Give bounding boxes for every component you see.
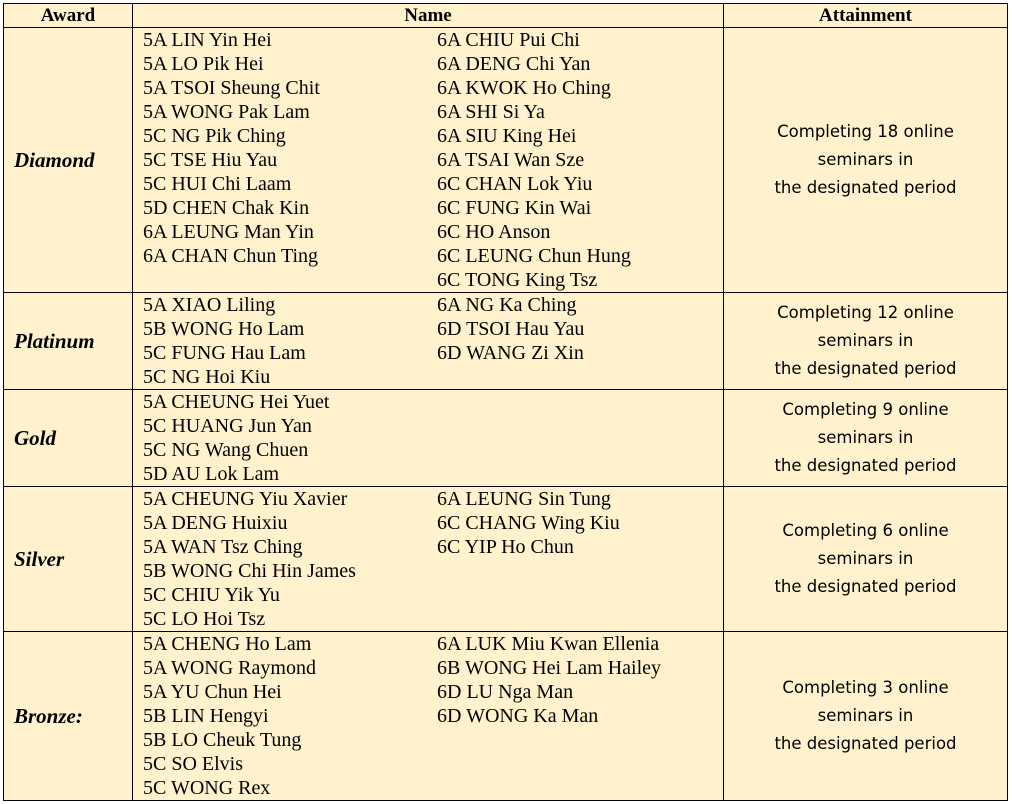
award-row-silver <box>4 487 1008 632</box>
award-row-gold <box>4 390 1008 487</box>
attainment-text <box>724 293 1008 390</box>
award-row-bronze <box>4 632 1008 801</box>
student-name: 5C LO Hoi Tsz <box>143 608 266 630</box>
student-name: 5B WONG Ho Lam <box>143 318 305 340</box>
attainment-line: the designated period <box>774 456 957 475</box>
award-label: Gold <box>4 390 133 487</box>
student-name: 5A CHEUNG Hei Yuet <box>143 391 330 413</box>
award-row-platinum <box>4 293 1008 390</box>
name-column-right <box>437 632 717 800</box>
name-column-right <box>437 390 717 486</box>
student-name: 6C HO Anson <box>437 221 551 243</box>
attainment-line: seminars in <box>817 549 914 568</box>
student-name: 6C FUNG Kin Wai <box>437 197 592 219</box>
attainment-text <box>724 390 1008 487</box>
student-name: 5C NG Pik Ching <box>143 125 286 147</box>
name-column-right <box>437 293 717 389</box>
name-list <box>133 487 724 632</box>
name-list <box>133 390 724 487</box>
student-name: 5A XIAO Liling <box>143 294 276 316</box>
award-label: Platinum <box>4 293 133 390</box>
name-column-right <box>437 487 717 631</box>
attainment-text <box>724 632 1008 801</box>
attainment-line: Completing 6 online <box>782 521 949 540</box>
award-label: Silver <box>4 487 133 632</box>
attainment-line: the designated period <box>774 734 957 753</box>
award-label: Diamond <box>4 28 133 293</box>
award-row-diamond <box>4 28 1008 293</box>
student-name: 5C FUNG Hau Lam <box>143 342 306 364</box>
student-name: 5C TSE Hiu Yau <box>143 149 278 171</box>
student-name: 6A LEUNG Man Yin <box>143 221 314 243</box>
student-name: 6C YIP Ho Chun <box>437 536 574 558</box>
attainment-line: Completing 18 online <box>777 122 954 141</box>
attainment-line: Completing 12 online <box>777 303 954 322</box>
student-name: 6D LU Nga Man <box>437 681 574 703</box>
name-column-left <box>143 390 437 486</box>
student-name: 5A CHENG Ho Lam <box>143 633 312 655</box>
header-row <box>4 4 1008 28</box>
attainment-line: Completing 9 online <box>782 400 949 419</box>
student-name: 6A CHIU Pui Chi <box>437 29 580 51</box>
header-name: Name <box>133 4 724 28</box>
student-name: 5A DENG Huixiu <box>143 512 288 534</box>
student-name: 6A KWOK Ho Ching <box>437 77 611 99</box>
attainment-line: the designated period <box>774 359 957 378</box>
student-name: 6C CHANG Wing Kiu <box>437 512 620 534</box>
student-name: 5C NG Hoi Kiu <box>143 366 271 388</box>
award-label: Bronze: <box>4 632 133 801</box>
student-name: 6D TSOI Hau Yau <box>437 318 585 340</box>
header-attainment: Attainment <box>724 4 1008 28</box>
student-name: 5B LIN Hengyi <box>143 705 269 727</box>
student-name: 6A CHAN Chun Ting <box>143 245 319 267</box>
student-name: 5D CHEN Chak Kin <box>143 197 310 219</box>
student-name: 5A LO Pik Hei <box>143 53 264 75</box>
attainment-line: seminars in <box>817 150 914 169</box>
student-name: 6A SIU King Hei <box>437 125 577 147</box>
name-column-left <box>143 632 437 800</box>
student-name: 6A SHI Si Ya <box>437 101 545 123</box>
attainment-text <box>724 487 1008 632</box>
name-column-left <box>143 293 437 389</box>
student-name: 6C TONG King Tsz <box>437 269 598 291</box>
name-column-right <box>437 28 717 292</box>
student-name: 6A NG Ka Ching <box>437 294 577 316</box>
student-name: 6A LEUNG Sin Tung <box>437 488 611 510</box>
student-name: 5A TSOI Sheung Chit <box>143 77 320 99</box>
header-award: Award <box>4 4 133 28</box>
student-name: 6D WONG Ka Man <box>437 705 599 727</box>
student-name: 5D AU Lok Lam <box>143 463 280 485</box>
student-name: 5A LIN Yin Hei <box>143 29 272 51</box>
name-list <box>133 28 724 293</box>
student-name: 5A WONG Raymond <box>143 657 316 679</box>
student-name: 5C HUI Chi Laam <box>143 173 292 195</box>
student-name: 5B WONG Chi Hin James <box>143 560 356 582</box>
student-name: 5C NG Wang Chuen <box>143 439 309 461</box>
student-name: 5C HUANG Jun Yan <box>143 415 312 437</box>
attainment-line: Completing 3 online <box>782 678 949 697</box>
attainment-line: seminars in <box>817 331 914 350</box>
name-column-left <box>143 487 437 631</box>
student-name: 6A LUK Miu Kwan Ellenia <box>437 633 660 655</box>
student-name: 6B WONG Hei Lam Hailey <box>437 657 662 679</box>
student-name: 6C LEUNG Chun Hung <box>437 245 631 267</box>
attainment-line: seminars in <box>817 428 914 447</box>
student-name: 5A WONG Pak Lam <box>143 101 310 123</box>
student-name: 5C CHIU Yik Yu <box>143 584 280 606</box>
student-name: 6A TSAI Wan Sze <box>437 149 585 171</box>
student-name: 5C SO Elvis <box>143 753 244 775</box>
attainment-line: seminars in <box>817 706 914 725</box>
name-list <box>133 293 724 390</box>
attainment-text <box>724 28 1008 293</box>
attainment-line: the designated period <box>774 577 957 596</box>
awards-table <box>3 3 1008 801</box>
student-name: 5A WAN Tsz Ching <box>143 536 303 558</box>
student-name: 6C CHAN Lok Yiu <box>437 173 593 195</box>
student-name: 6D WANG Zi Xin <box>437 342 584 364</box>
student-name: 5A CHEUNG Yiu Xavier <box>143 488 348 510</box>
student-name: 6A DENG Chi Yan <box>437 53 591 75</box>
attainment-line: the designated period <box>774 178 957 197</box>
student-name: 5A YU Chun Hei <box>143 681 282 703</box>
name-column-left <box>143 28 437 292</box>
student-name: 5C WONG Rex <box>143 777 271 799</box>
name-list <box>133 632 724 801</box>
student-name: 5B LO Cheuk Tung <box>143 729 302 751</box>
